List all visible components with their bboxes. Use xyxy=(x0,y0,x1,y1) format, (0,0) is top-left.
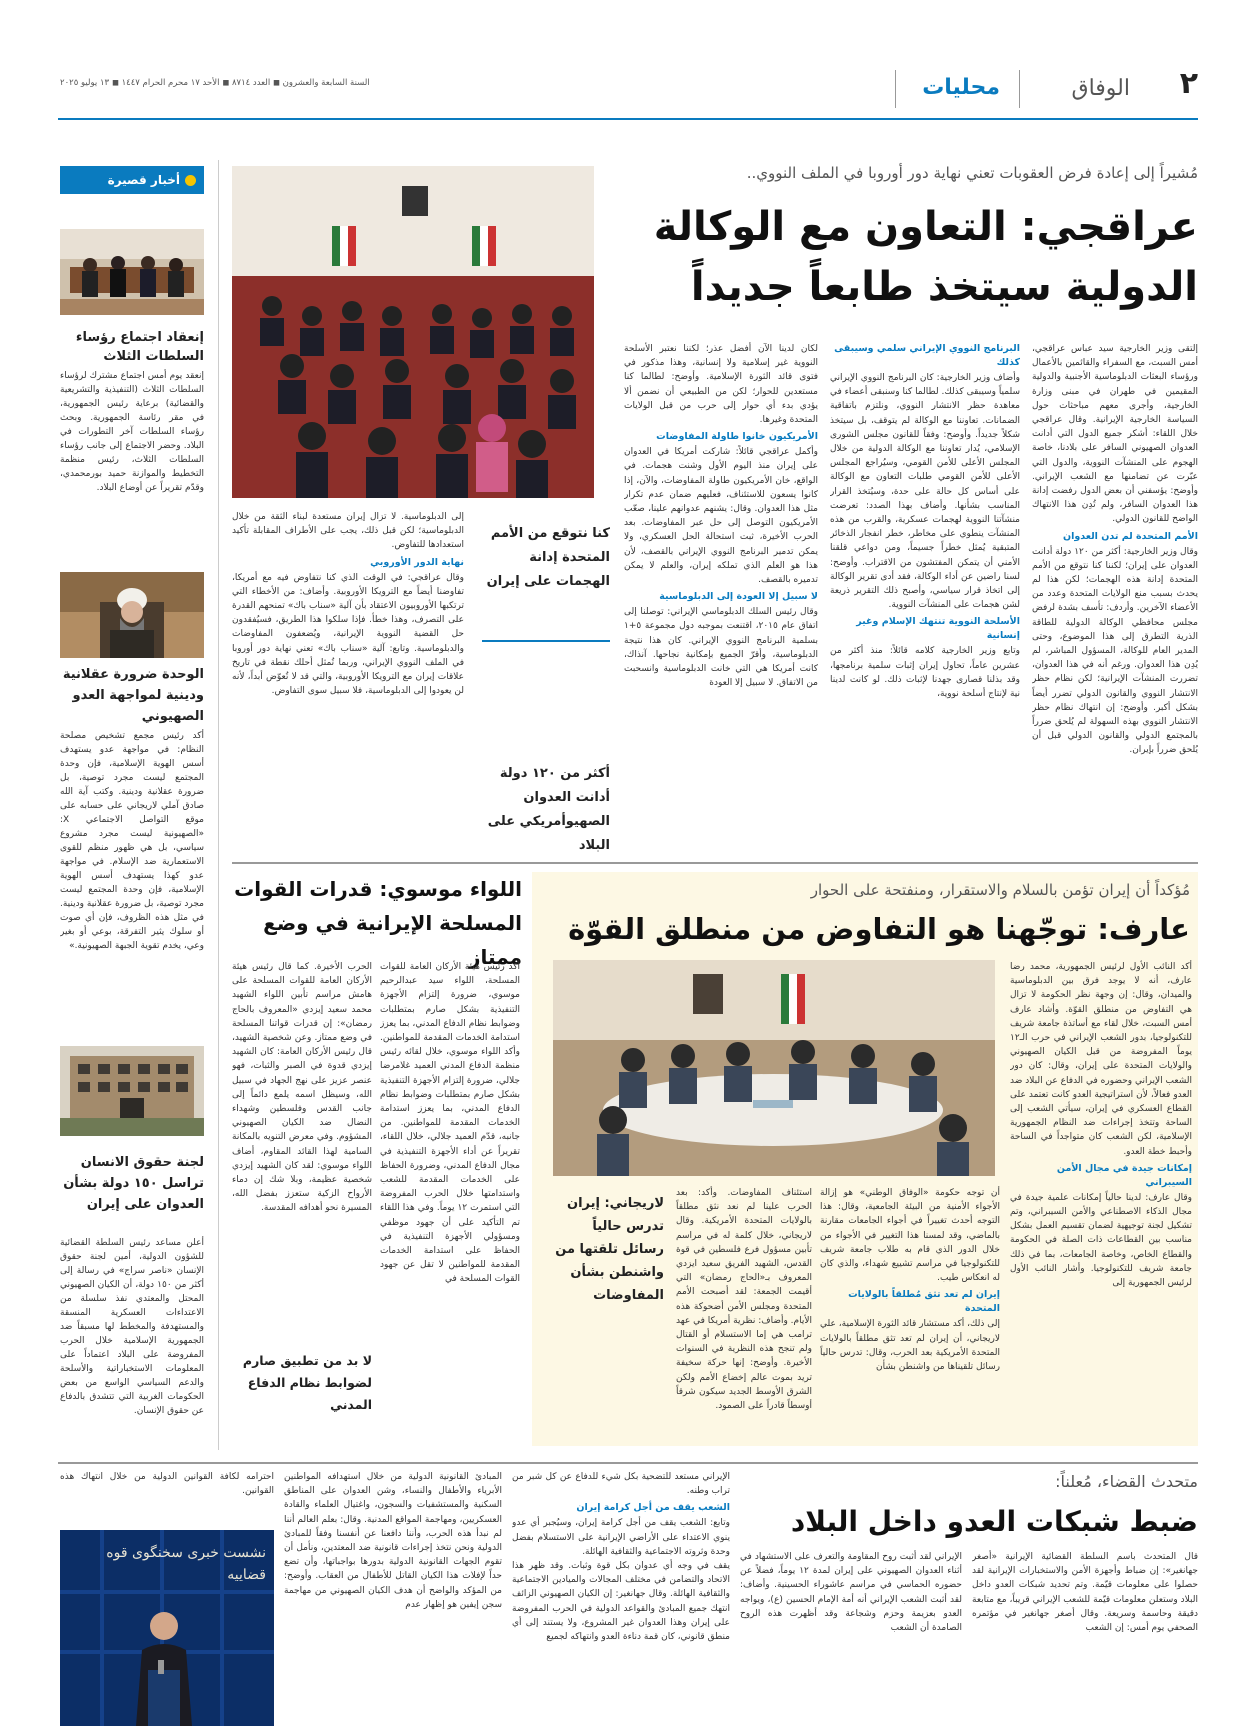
university-meeting-image xyxy=(553,960,995,1176)
aref-mid-para2: إلى ذلك، أكد مستشار قائد الثورة الإسلامية، علي لاريجاني، أن إيران لم تعد تثق مطلقاً بالولايات المتحدة الأمريكية بعد الحرب، وقال: تدرس حالياً رسائل تلقيناها من واشنطن بشأن xyxy=(820,1319,1000,1373)
judiciary-col3-para: يقف في وجه أي عدوان بكل قوة وثبات. وقد ظهر هذا الاتحاد والتضامن في مختلف المجالات والميادين الاجتماعية والثقافية الهائلة. وقال جهانغير: إن الكيان الصهيوني الزائف انتهك جميع المبادئ والقواعد الدولية في الحرب المفروضة على إيران وهذا العدوان غير المشروع، ولا يستند إلى أي منطق قانوني، كان قمة دناءة العدو وانتهاكه لجميع xyxy=(512,1561,730,1643)
main-col3-subhead2: لا سبيل إلا العودة إلى الدبلوماسية xyxy=(659,591,818,603)
judiciary-col5-para: احترامه لكافة القوانين الدولية من خلال انتهاك هذه القوانين. xyxy=(60,1472,274,1497)
main-col1-para1: إلتقى وزير الخارجية سيد عباس عراقجي، أمس السبت، مع السفراء والقائمين بالأعمال ورؤساء البعثات الدبلوماسية الأجنبية والدولية المقيمين في طهران في مبنى وزارة الخارجية، وأجرى معهم مباحثات حول السياسة الخارجية الإيرانية. وقال عراقجي خلال اللقاء: أشكر جميع الدول التي أدانت العدوان الصهيوني السافر على بلادنا، خاصة الهجوم على المنشآت النووية، والدول التي عبّرت عن تضامنها مع الشعب الإيراني. وأوضح: يؤسفني أن بعض الدول رفضت إدانة هذا العدوان السافر، ولم تُدِن هذا الانتهاك الواضح للقانون الدولي. xyxy=(1032,344,1198,525)
main-pull-quote-1: كنا نتوقع من الأمم المتحدة إدانة الهجمات على إيران xyxy=(486,526,610,589)
aref-right-para2: وقال عارف: لدينا حالياً إمكانات علمية جيدة في مجال الذكاء الاصطناعي والأمن السيبراني، وتم تشكيل لجنة توجيهية لضمان تقسيم العمل بشكل مناسب بين القطاعات ذات الصلة في الحكومة والقطاع الخاص، وخاصة الجامعات، بما في ذلك جامعة شريف للتكنولوجيا. وأشار النائب الأول لرئيس الجمهورية إلى xyxy=(1010,1192,1192,1289)
main-col4-para2: وقال عراقجي: في الوقت الذي كنا نتفاوض فيه مع أمريكا، تفاوضنا أيضاً مع الترويكا الأوروبية. وأضاف: من الأخطاء التي ترتكبها الأوروبيون الاعتقاد بأن آلية «سناب باك» تمنحهم القدرة على التصرف، وهذا خطأ. فإذا سلكوا هذا الطريق، فسيُفقدون حل القضية النووية الإيرانية، ويُضعفون المفاوضات والدبلوماسية. وتابع: آلية «سناب باك» تعني نهاية دور أوروبا في الملف النووي الإيراني، وربما تُمثل أحلك نقطة في تاريخ علاقات إيران مع الترويكا الأوروبية، والتي قد لا تُعوّض أبداً، لأنه لن يعودوا إلى الدبلوماسية، فلا سبيل سوى التفاوض. xyxy=(232,572,464,697)
bottom-section-rule xyxy=(58,1462,1198,1464)
judiciary-col3-top: الإيراني مستعد للتضحية بكل شيء للدفاع عن كل شبر من تراب وطنه. xyxy=(512,1472,730,1497)
sidebar-header-dot xyxy=(185,175,196,186)
sidebar-story2-body: أكد رئيس مجمع تشخيص مصلحة النظام: في مواجهة عدو يستهدف أسس الهوية الإسلامية، فإن وحدة المجتمع ليست مجرد توصية، بل ضرورة عقلانية ودينية. وكتب آية الله صادق آملي لاريجاني على حسابه على موقع التواصل الاجتماعي X: «الصهيونية ليست مجرد مشروع سياسي، بل هي ظهور منظم للقوى الاستعمارية ضد الإسلام. في مواجهة عدو كهذا يستهدف أسس الهوية الإسلامية، فإن وحدة المجتمع ليست مجرد توصية، بل ضرورة عقلانية ودينية. في مثل هذه الظروف، فإن أي صوت أو سلوك يثير التفرقة، بوعي أو بغير وعي، يخدم تقوية الجبهة الصهيونية.» xyxy=(60,731,204,951)
main-col3-para2: وأكمل عراقجي قائلاً: شاركت أمريكا في العدوان على إيران منذ اليوم الأول وشنت هجمات. في الواقع، خان الأمريكيون طاولة المفاوضات، والآن، إذا كانوا يسعون للاستئناف، فعليهم ضمان عدم تكرار مثل هذا العدوان. وقال: يشنهم عدوانهم علينا، صعّب الأمريكيون التوصل إلى حل عبر المفاوضات. بعد الحرب الأخيرة، ثبت استحالة الحل العسكري، ولا يمكن تدمير البرنامج النووي الإيراني بالقصف، لأن هذا هو العلم الذي تملكه إيران، والعلم لا يمكن تدميره بالقصف. xyxy=(624,447,818,586)
main-col3-para3: وقال رئيس السلك الدبلوماسي الإيراني: توصلنا إلى اتفاق عام ٢٠١٥، اقتنعت بموجبه دول مجموعة ٥+١ بسلمية البرنامج النووي الإيراني. كان هذا نتيجة الدبلوماسية، وأقرّ الجميع بإمكانية نجاحها. آنذاك، كانت أمريكا هي التي خانت الدبلوماسية وانسحبت من الاتفاق. لا سبيل إلا العودة xyxy=(624,607,818,689)
aref-col-right xyxy=(1010,960,1192,1438)
logo: الوفاق xyxy=(1071,76,1130,101)
masthead-divider-2 xyxy=(895,70,896,108)
mousavi-right-para: أكد رئيس هيئة الأركان العامة للقوات المسلحة، اللواء سيد عبدالرحيم موسوي، ضرورة إلتزام الأجهزة التنفيذية بشكل صارم بمتطلبات وضوابط نظام الدفاع المدني، بما يعزز استدامة الخدمات المقدمة للمواطنين. وأكد اللواء موسوي، خلال لقائه رئيس منظمة الدفاع المدني العميد غلامرضا جلالي، ضرورة إلتزام الأجهزة التنفيذية بشكل صارم بمتطلبات وضوابط نظام الدفاع المدني، بما يعزز استدامة الخدمات المقدمة للمواطنين. من جانبه، قدّم العميد جلالي، خلال اللقاء، تقريراً عن أداء الأجهزة التنفيذية في مجال الدفاع المدني، وضرورة الحفاظ على الخدمات المقدمة للشعب واستدامتها خلال الحرب المفروضة التي استمرت ١٢ يوماً. وفي هذا اللقاء تم التأكيد على أن جهود موظفي ومسؤولي الأجهزة التنفيذية في الحفاظ على استدامة الخدمات المقدمة للمواطنين لا تقل عن جهود القوات المسلحة في xyxy=(380,962,520,1285)
main-col4-para1: إلى الدبلوماسية. لا تزال إيران مستعدة لبناء الثقة من خلال الدبلوماسية؛ لكن قبل ذلك، يجب على الأطراف المقابلة تأكيد استعدادها للتفاوض. xyxy=(232,512,464,551)
main-col-2 xyxy=(830,342,1020,848)
mousavi-left-para: الحرب الأخيرة. كما قال رئيس هيئة الأركان العامة للقوات المسلحة على هامش مراسم تأبين اللواء الشهيد محمد سعيد إيزدي «المعروف بالحاج رمضان»: إن قدرات قواتنا المسلحة في وضع ممتاز. وعن شخصية الشهيد، قال رئيس الأركان العامة: كان الشهيد إيزدي قدوة في الصبر والثبات، فهو عنصر عزيز على نهج الجهاد في سبيل الله، وسيظل اسمه يلمع دائماً إلى جانب القدس وفلسطين وشهداء النضال ضد الكيان الصهيوني المشؤوم. وفي معرض التنويه بالمكانة السامية لهذا القائد المقاوم، أضاف اللواء موسوي: لقد كان الشهيد إيزدي شخصية عظيمة، وبلا شك إن دماء الأرواح الزكية ستعزز بفضل الله، المسيرة نحو أهدافه المقدسة. xyxy=(232,962,372,1214)
main-col2-subhead2: الأسلحة النووية تنتهك الإسلام وغير إنسانية xyxy=(856,616,1020,642)
main-col2-para2: وتابع وزير الخارجية كلامه قائلاً: منذ أكثر من عشرين عاماً، تحاول إيران إثبات سلمية برنامجها، وقد بذلنا قصارى جهدنا لإثبات ذلك. لو كانت لدينا نية لإنتاج أسلحة نووية، xyxy=(830,646,1020,700)
judiciary-col1-para: قال المتحدث باسم السلطة القضائية الإيرانية «أصغر جهانغير»: إن ضباط وأجهزة الأمن والاستخبارات الإيرانية لقد حصلوا على معلومات قيّمة. وتم تحديد شبكات العدو داخل البلاد وستعلن معلومات قيّمة للشعب الإيراني قريباً، مع متابعة دقيقة وحاسمة وسريعة. وقال أصغر جهانغير في مؤتمره الصحفي يوم أمس: إن الشعب xyxy=(972,1552,1198,1634)
main-col2-subhead1: البرنامج النووي الإيراني سلمي وسيبقى كذلك xyxy=(834,343,1020,368)
judiciary-col3-subhead: الشعب يقف من أجل كرامة إيران xyxy=(576,1502,730,1514)
mousavi-headline-1: اللواء موسوي: قدرات القوات xyxy=(234,877,522,901)
sidebar-photo-3 xyxy=(60,1046,204,1136)
masthead-rule xyxy=(58,118,1198,120)
main-col-1 xyxy=(1032,342,1198,848)
judiciary-headline: ضبط شبكات العدو داخل البلاد xyxy=(790,1505,1198,1538)
sidebar-story1-title: إنعقاد اجتماع رؤساء السلطات الثلاث xyxy=(75,330,204,364)
judiciary-photo xyxy=(60,1530,274,1726)
masthead-divider xyxy=(1019,70,1020,108)
aref-right-subhead: إمكانات جيدة في مجال الأمن السيبراني xyxy=(1056,1162,1192,1188)
aref-right-para1: أكد النائب الأول لرئيس الجمهورية، محمد رضا عارف، أنه لا يوجد فرق بين الدبلوماسية والميدان، وقال: إن وجهة نظر الحكومة لا تزال هي التفاوض من منطلق القوّة. وأشاد عارف أمس السبت، خلال لقاء مع أساتذة جامعة شريف للتكنولوجيا، بدور الشعب الإيراني في حرب الـ١٢ يوماً المفروضة من قبل الكيان الصهيوني والولايات المتحدة على إيران، وقال: كان دور الشعب الإيراني وحضوره في الدفاع عن البلاد ضد العدو فعالاً، لأن استراتيجية العدو كانت تعتمد على القطاع العسكري في إيران، سيأتي الشعب إلى الساحة وتتخذ إجراءات ضد النظام الجمهورية الإسلامية، لكن الشعب كان متواجداً في الساحة وأحبط خطة العدو. xyxy=(1010,962,1192,1157)
judiciary-col-4 xyxy=(284,1470,502,1728)
photo-banner-text: نشست خبری سخنگوی قوه قضاییه xyxy=(106,1545,266,1583)
pull-quote-rule xyxy=(482,640,610,642)
aref-photo xyxy=(553,960,995,1176)
issue-info: السنة السابعة والعشرون ◼ العدد ٨٧١٤ ◼ الأحد ١٧ محرم الحرام ١٤٤٧ ◼ ١٣ يوليو ٢٠٢٥ xyxy=(60,78,370,88)
main-photo xyxy=(232,166,594,498)
sidebar-header xyxy=(60,166,204,194)
sidebar-story1-body: إنعقد يوم أمس اجتماع مشترك لرؤساء السلطات الثلاث (التنفيذية والتشريعية والقضائية) برعاية رئيس الجمهورية، في مقر رئاسة الجمهورية. وبحث رؤساء السلطات آخر التطورات في البلاد. وحضر الاجتماع إلى جانب رؤساء السلطات الثلاث، رئيس منظمة التخطيط والموازنة حميد بورمحمدي، وقدّم تقريراً عن أوضاع البلاد. xyxy=(60,371,204,493)
judiciary-col3-mid: وتابع: الشعب يقف من أجل كرامة إيران، وسيُجبر أي عدو ينوي الاعتداء على الأراضي الإيرانية على الاستسلام بفضل وحدة وثروته الاجتماعية والثقافية الهائلة. xyxy=(512,1518,730,1557)
main-bottom-rule xyxy=(232,862,1198,864)
judiciary-col-3 xyxy=(512,1470,730,1728)
judiciary-col-5 xyxy=(60,1470,274,1510)
sidebar-photo-2 xyxy=(60,572,204,658)
sidebar-photo-1 xyxy=(60,229,204,315)
sidebar-story3-body: أعلن مساعد رئيس السلطة القضائية للشؤون الدولية، أمين لجنة حقوق الإنسان «ناصر سراج» في رسالة إلى أكثر من ١٥٠ دولة، أن الكيان الصهيوني المحتل والمعتدي نفذ سلسلة من الاعتداءات العسكرية المنسقة والمستهدفة والمخطط لها مسبقاً ضد الجمهورية الإسلامية خلال الحرب المفروضة على البلاد اعتماداً على المعلومات الاستخباراتية والأسلحة والدعم السياسي الواسع من بعض الحكومات الغربية التي تتشدق بالدفاع عن حقوق الإنسان. xyxy=(60,1238,204,1416)
main-col4-subhead: نهاية الدور الأوروبي xyxy=(370,556,464,568)
judiciary-col4-para: المبادئ القانونية الدولية من خلال استهدافه المواطنين الأبرياء والأطفال والنساء، وشن العدوان على المناطق السكنية والمستشفيات والسجون، واغتيال العلماء والقادة العسكريين، ومهاجمة المواقع المدنية. وقال: بعلم العالم أننا لم نبدأ هذه الحرب، وأننا دافعنا عن أنفسنا وفقاً للمبادئ الدولية ونحن نتخذ إجراءات قانونية ضد المعتدين، ونأمل أن تقوم الجهات القانونية الدولية بدورها بواجباتها، وأن تضع حداً لإفلات هذا الكيان القاتل للأطفال من العقاب. وأوضح: من المؤكد والواضح أن هدف الكيان الصهيوني من مهاجمة سجن إيفين هو إظهار عدم xyxy=(284,1472,502,1610)
leaders-meeting-image xyxy=(60,229,204,315)
judiciary-kicker: متحدث القضاء، مُعلناً: xyxy=(1055,1472,1198,1491)
sidebar-story3-title: لجنة حقوق الانسان تراسل ١٥٠ دولة بشأن العدوان على إيران xyxy=(63,1155,204,1212)
aref-pull-quote: لاريجاني: إيران تدرس حالياً رسائل تلقتها من واشنطن بشأن المفاوضات xyxy=(555,1196,664,1303)
aref-left-para: استئناف المفاوضات. وأكد: بعد الحرب علينا لم نعد نثق مطلقاً بالولايات المتحدة الأمريكية. وقال لاريجاني، خلال كلمة له في مراسم تأبين مسؤول فرع فلسطين في قوة القدس، الشهيد الفريق سعيد ايزدي المعروف بـ«الحاج رمضان» التي أقيمت الجمعة: لقد أصبحت الأمم المتحدة ومجلس الأمن أضحوكة هذه الأيام. وأضاف: نظرية أمريكا في عهد ترامب هي إما الاستسلام أو القتال ولم تنجح هذه النظرية في السنوات الأخيرة. وأوضح: إنها حركة سخيفة تريد بموت عالم إخضاع الأمم ولكن الشرق الأوسط الجديد سيكون شرقاً أوسطاً قادراً على الصمود. xyxy=(676,1188,812,1412)
mousavi-col-left xyxy=(232,960,372,1340)
main-pull-quote-2: أكثر من ١٢٠ دولة أدانت العدوان الصهيوأمريكي على البلاد xyxy=(487,766,610,853)
diplomats-meeting-image xyxy=(232,166,594,498)
sidebar-header-label: أخبار قصيرة xyxy=(107,173,180,187)
sidebar-divider xyxy=(218,160,219,1450)
mousavi-pull-quote: لا بد من تطبيق صارم لضوابط نظام الدفاع المدني xyxy=(242,1353,372,1412)
main-col1-subhead: الأمم المتحدة لم تدن العدوان xyxy=(1062,530,1198,542)
mousavi-col-right xyxy=(380,960,520,1444)
main-col3-subhead1: الأمريكيون خانوا طاولة المفاوضات xyxy=(656,431,818,443)
page-number: ٢ xyxy=(1179,66,1198,101)
mousavi-headline-2: المسلحة الإيرانية في وضع ممتاز xyxy=(263,911,522,969)
main-kicker: مُشيراً إلى إعادة فرض العقوبات تعني نهاية دور أوروبا في الملف النووي.. xyxy=(746,164,1198,182)
aref-col-left xyxy=(676,1186,812,1438)
main-headline-1: عراقجي: التعاون مع الوكالة xyxy=(653,204,1198,250)
main-headline-2: الدولية سيتخذ طابعاً جديداً xyxy=(690,264,1198,310)
cleric-portrait-image xyxy=(60,572,204,658)
main-col-4 xyxy=(232,510,464,848)
masthead xyxy=(0,0,1250,60)
main-col3-para1: لكان لدينا الآن أفضل عذر؛ لكننا نعتبر الأسلحة النووية غير إسلامية ولا إنسانية، وهذا مذكور في فتوى قائد الثورة الإسلامية. وأوضح: لطالما كنا مستعدين للحوار؛ لكن من الطبيعي أن نضمن ألا يؤدي بدء أي حوار إلى حرب من قبل الولايات المتحدة وغيرها. xyxy=(624,344,818,426)
aref-kicker: مُؤكداً أن إيران تؤمن بالسلام والاستقرار، ومنفتحة على الحوار xyxy=(810,881,1190,899)
aref-col-mid xyxy=(820,1186,1000,1438)
judiciary-col2-para: الإيراني لقد أثبت روح المقاومة والتعرف على الاستشهاد في أثناء العدوان الصهيوني على إيران لمدة ١٢ يوماً، فضلاً عن حضوره الحماسي في مراسم عاشوراء الحسينية. وأضاف: لقد أثبت الشعب الإيراني أنه أمة الإمام الحسين (ع)، ويواجه العدو بعزيمة وحزم وشجاعة وقد أظهرت هذه الروح الصامدة أن الشعب xyxy=(740,1552,962,1634)
judiciary-col-1 xyxy=(972,1550,1198,1728)
main-col-3 xyxy=(624,342,818,848)
section-title: محليات xyxy=(922,75,1000,100)
main-col1-para2: وقال وزير الخارجية: أكثر من ١٢٠ دولة أدانت العدوان على إيران؛ لكننا كنا نتوقع من الأمم المتحدة إدانة هذه الهجمات؛ لكن هذا لم يحدث بسبب منع الولايات المتحدة وعدد من الأعضاء الآخرين. وأردف: تأسف بشدة لرفض مجلس محافظي الوكالة الدولية للطاقة الذرية التطرق إلى هذا الموضوع، وحتى المدير العام للوكالة، المسؤول المباشر، لم يُدِن هذا العدوان. ورغم أنه في هذا العدوان، تضررت المنشآت الإيرانية؛ لكن نظام حظر الانتشار النووي والقانون الدولي تضرر أيضاً بشكل أكبر. وأوضح: إن انتهاك نظام حظر الانتشار النووي بهذه السهولة لم يُلحق ضرراً بالمجتمع الدولي والقانون الدولي قبل أن يُلحق ضرراً بإيران. xyxy=(1032,546,1198,756)
main-col2-para1: وأضاف وزير الخارجية: كان البرنامج النووي الإيراني سلمياً وسيبقى كذلك. لطالما كنا وسنبقى أعضاء في معاهدة حظر الانتشار النووي، ونلتزم باتفاقية الضمانات. تعاوننا مع الوكالة لم يتوقف، بل سيتخذ شكلاً جديداً. وأوضح: وفقاً للقانون مجلس الشورى الإسلامي، يُدار تعاوننا مع الوكالة الدولية من خلال المجلس الأعلى للأمن القومي، وسيُراجع المجلس الأعلى للأمن القومي طلبات التعاون مع الوكالة على أساس كل حالة على حدة، وسيُتخذ القرار المناسب بشأنها. وأضاف بهذا الصدد: تعرضت منشآتنا النووية لهجمات عسكرية، والقرب من هذه المنشآت ينطوي على مخاطر، خطر انفجار الذخائر المتبقية يُمثل خطراً جسيماً، ومن دواعي قلقنا الأمني أن يتمكن المفتشون من الاقتراب. وأوضح: لسنا راضين عن أداء الوكالة، فقد أدى تقرير الوكالة إلى اتخاذ قرار سياسي، وأصبح ذلك التقرير ذريعة لشن هجمات على المنشآت النووية. xyxy=(830,373,1020,611)
judiciary-col-2 xyxy=(740,1550,962,1728)
aref-mid-subhead: إيران لم تعد تثق مُطلقاً بالولايات المتحدة xyxy=(848,1289,1000,1315)
aref-mid-para1: أن توجه حكومة «الوفاق الوطني» هو إزالة الأجواء الأمنية من البيئة الجامعية، وقال: هذا التوجه أحدث تغييراً في أجواء الجامعات مقارنة بالماضي، وقد لمسنا هذا التغيير في الأجواء من خلال الدور الذي قام به طلاب جامعة شريف للتكنولوجيا في مراسم تشييع شهداء، والذي كان له انعكاس طيب. xyxy=(820,1188,1000,1284)
building-image xyxy=(60,1046,204,1136)
aref-headline: عارف: توجّهنا هو التفاوض من منطلق القوّة xyxy=(568,912,1190,946)
sidebar-story2-title: الوحدة ضرورة عقلانية ودينية لمواجهة العدو الصهيوني xyxy=(62,667,204,724)
